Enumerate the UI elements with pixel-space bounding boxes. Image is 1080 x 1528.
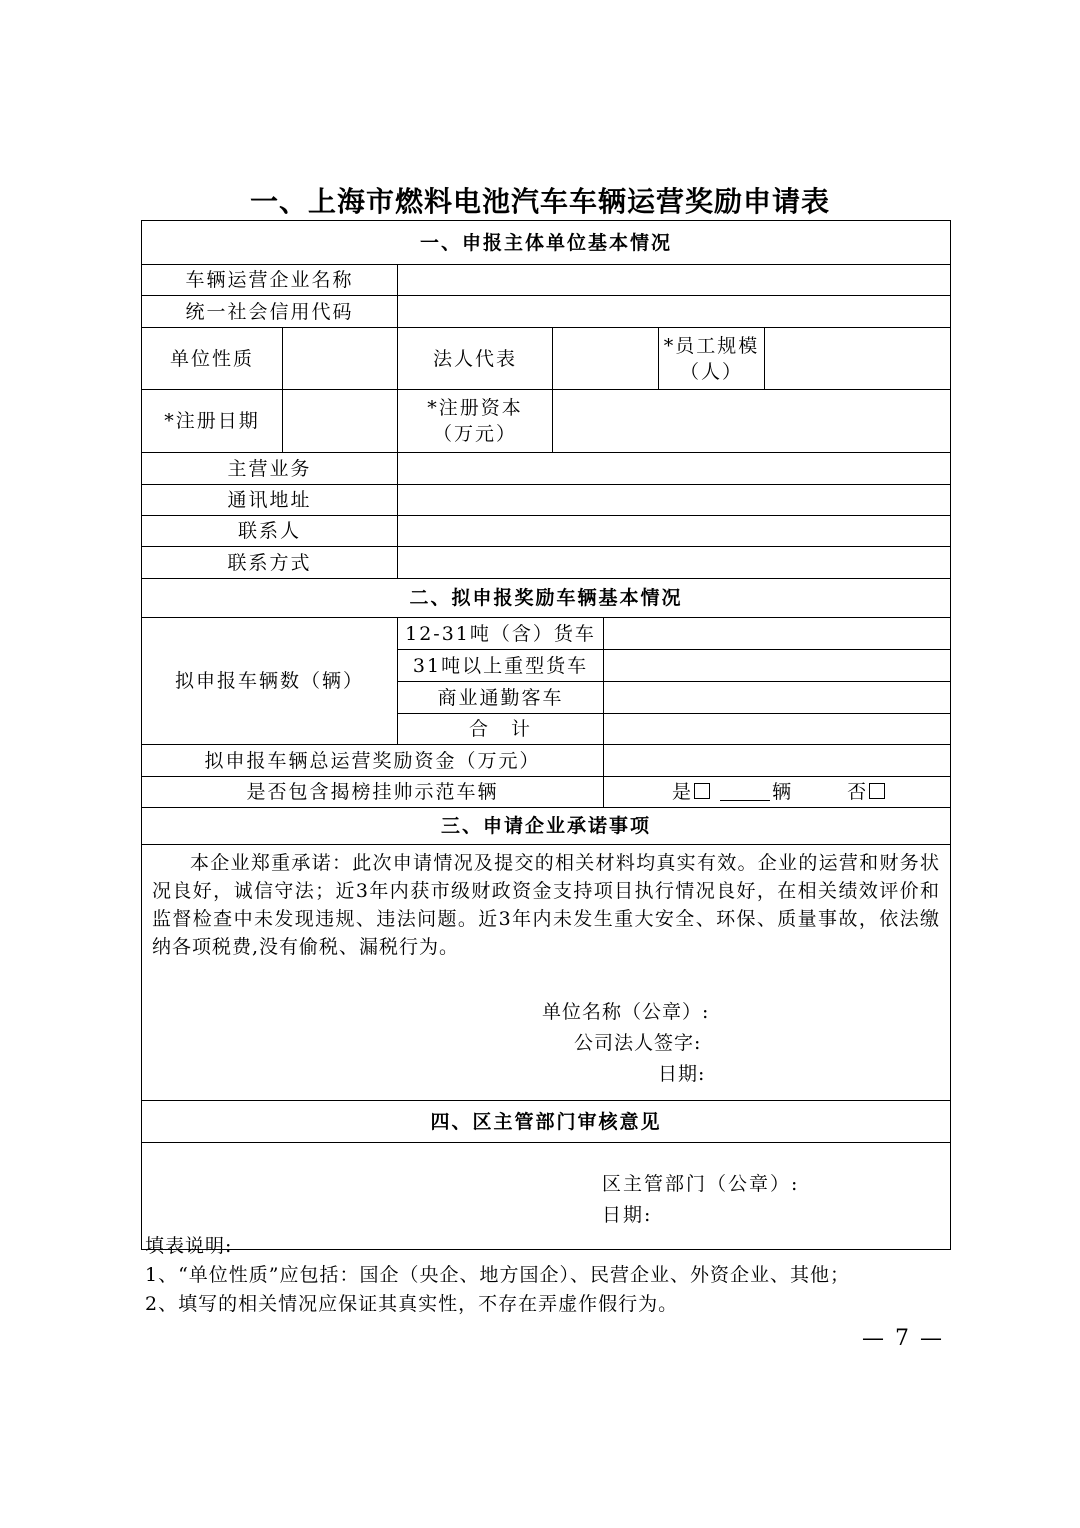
section4-heading: 四、区主管部门审核意见 [142, 1101, 951, 1143]
reg-capital-field[interactable] [553, 390, 951, 453]
company-name-label: 车辆运营企业名称 [142, 265, 398, 296]
staff-size-label [659, 328, 765, 390]
demo-count-blank[interactable] [720, 782, 770, 801]
page-number: — 7 — [862, 1326, 944, 1351]
no-option-label: 否 [847, 781, 869, 803]
reg-capital-label-line2: （万元） [432, 423, 517, 445]
address-label: 通讯地址 [142, 485, 398, 516]
section2-heading: 二、拟申报奖励车辆基本情况 [142, 579, 951, 618]
vehicle-category-label: 12-31吨（含）货车 [398, 618, 604, 650]
company-name-field[interactable] [398, 265, 951, 296]
main-business-field[interactable] [398, 453, 951, 485]
yes-option-label: 是 [672, 781, 694, 803]
vehicle-category-label: 商业通勤客车 [398, 682, 604, 714]
main-business-label: 主营业务 [142, 453, 398, 485]
commitment-date-label: 日期: [658, 1063, 706, 1085]
contact-field[interactable] [398, 516, 951, 547]
credit-code-label: 统一社会信用代码 [142, 296, 398, 328]
vehicle-category-field[interactable] [604, 618, 951, 650]
section3-heading: 三、申请企业承诺事项 [142, 808, 951, 845]
application-form-table [141, 220, 951, 1250]
vehicle-total-field[interactable] [604, 714, 951, 745]
commitment-cell [142, 845, 951, 1101]
total-fund-label: 拟申报车辆总运营奖励资金（万元） [142, 745, 604, 777]
commitment-signature-block [542, 997, 940, 1090]
staff-size-label-line2: （人） [679, 360, 743, 383]
no-checkbox[interactable] [869, 783, 885, 799]
reg-date-field[interactable] [283, 390, 398, 453]
vehicle-unit-label: 辆 [772, 781, 794, 803]
reg-date-label: *注册日期 [142, 390, 283, 453]
vehicle-category-field[interactable] [604, 682, 951, 714]
legal-rep-field[interactable] [553, 328, 659, 390]
reg-capital-label-line1: *注册资本 [427, 397, 523, 419]
contact-label: 联系人 [142, 516, 398, 547]
filling-notes [145, 1232, 850, 1319]
demo-vehicle-options [604, 777, 951, 808]
dept-seal-label: 区主管部门（公章）: [602, 1173, 800, 1195]
yes-checkbox[interactable] [694, 783, 710, 799]
legal-sign-label: 公司法人签字: [574, 1032, 702, 1054]
vehicle-total-label: 合 计 [398, 714, 604, 745]
demo-vehicle-label: 是否包含揭榜挂帅示范车辆 [142, 777, 604, 808]
staff-size-field[interactable] [765, 328, 951, 390]
note-item: 1、“单位性质”应包括：国企（央企、地方国企）、民营企业、外资企业、其他； [145, 1264, 851, 1286]
credit-code-field[interactable] [398, 296, 951, 328]
unit-nature-field[interactable] [283, 328, 398, 390]
vehicle-count-label: 拟申报车辆数（辆） [142, 618, 398, 745]
unit-nature-label: 单位性质 [142, 328, 283, 390]
staff-size-label-line1: *员工规模 [663, 334, 760, 357]
page-title: 一、上海市燃料电池汽车车辆运营奖励申请表 [249, 185, 830, 218]
contact-method-label: 联系方式 [142, 547, 398, 579]
notes-heading: 填表说明: [145, 1235, 233, 1257]
contact-method-field[interactable] [398, 547, 951, 579]
commitment-text: 本企业郑重承诺：此次申请情况及提交的相关材料均真实有效。企业的运营和财务状况良好，诚信守法；近3年内获市级财政资金支持项目执行情况良好，在相关绩效评价和监督检查中未发现违规、违法问题。近3年内未发生重大安全、环保、质量事故，依法缴纳各项税费,没有偷税、漏税行为。 [152, 852, 941, 958]
review-date-label: 日期: [602, 1204, 653, 1226]
total-fund-field[interactable] [604, 745, 951, 777]
reg-capital-label [398, 390, 553, 453]
section1-heading: 一、申报主体单位基本情况 [142, 221, 951, 265]
vehicle-category-label: 31吨以上重型货车 [398, 650, 604, 682]
vehicle-category-field[interactable] [604, 650, 951, 682]
unit-seal-label: 单位名称（公章）: [542, 1001, 710, 1023]
note-item: 2、填写的相关情况应保证其真实性，不存在弄虚作假行为。 [145, 1293, 679, 1315]
legal-rep-label: 法人代表 [398, 328, 553, 390]
address-field[interactable] [398, 485, 951, 516]
